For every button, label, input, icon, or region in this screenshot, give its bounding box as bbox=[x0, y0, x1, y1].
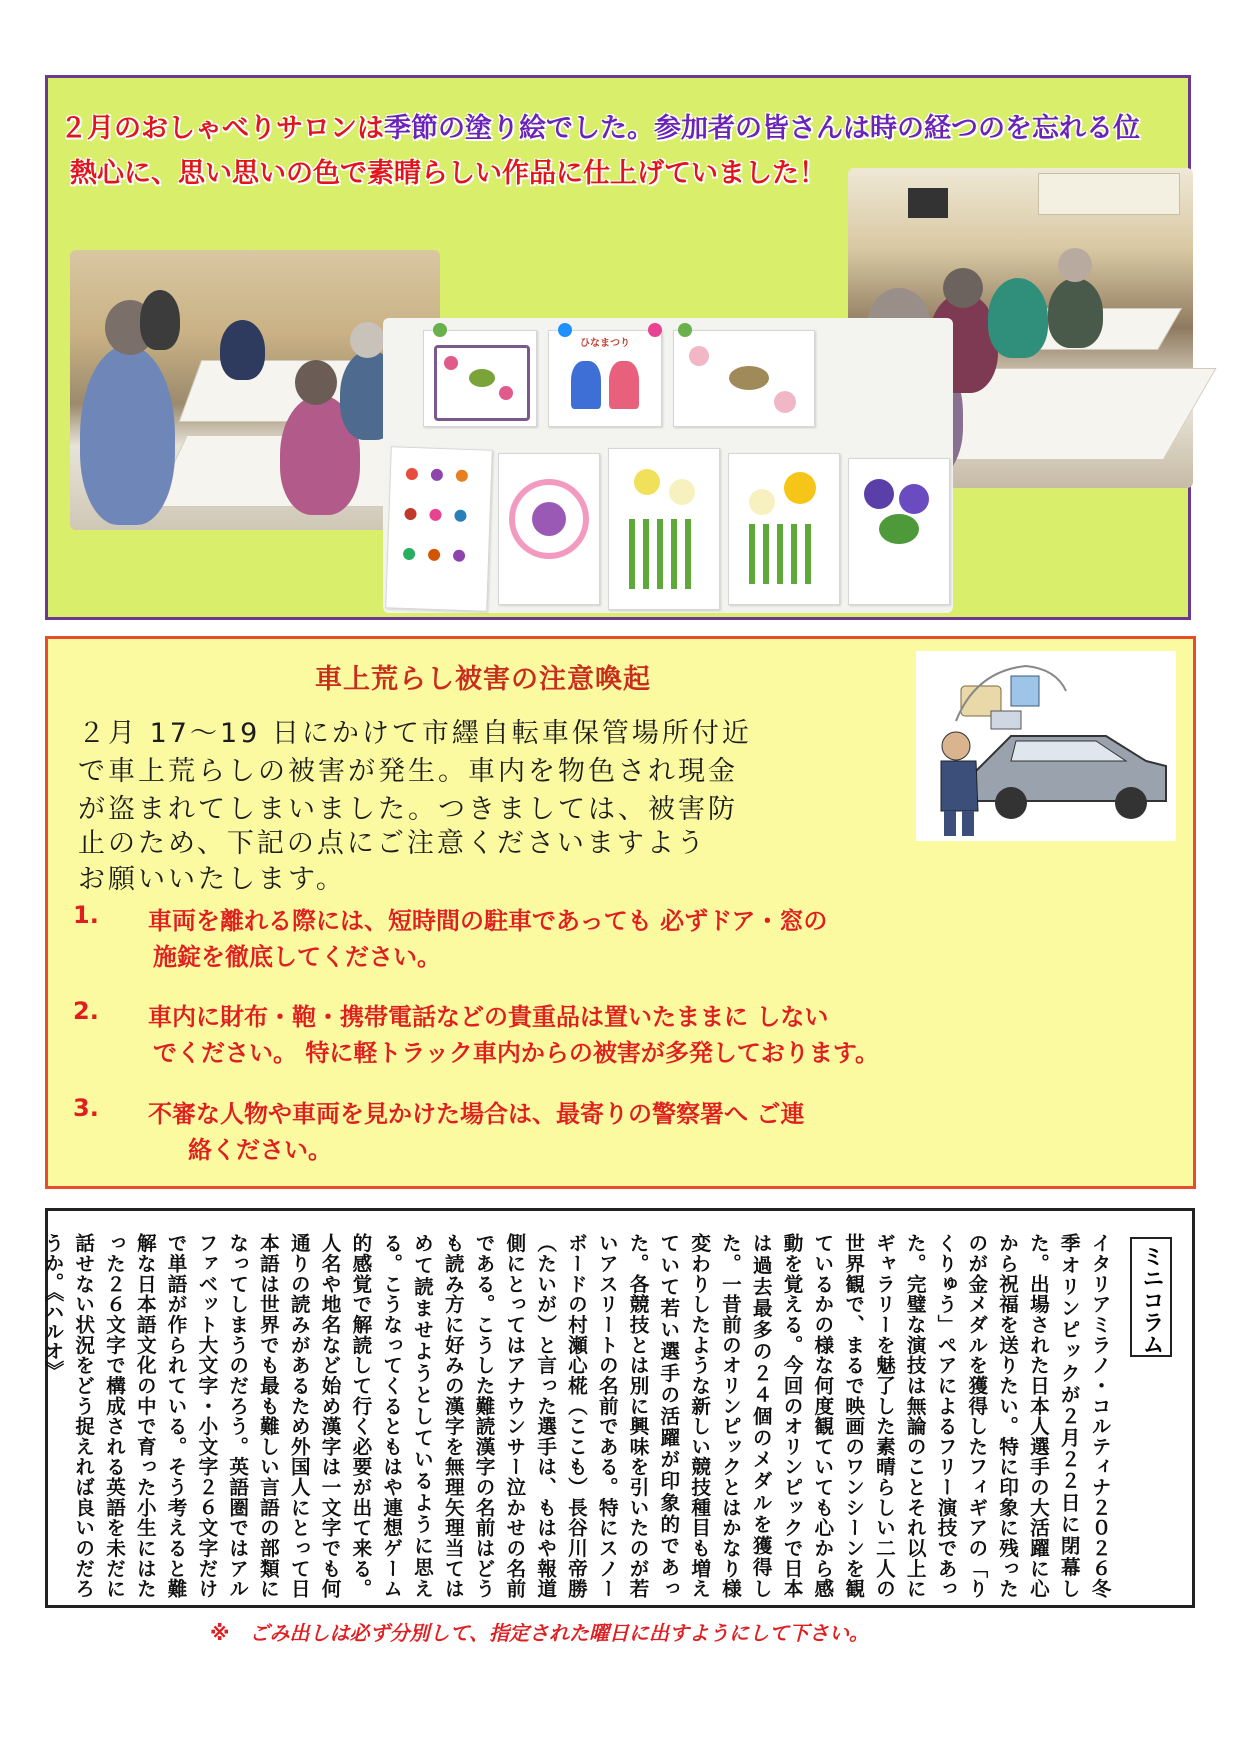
participant-head bbox=[350, 322, 385, 358]
card-caption: ひなまつり bbox=[580, 338, 630, 349]
coloring-card-hina-dolls bbox=[548, 330, 662, 427]
daffodil-flower bbox=[669, 479, 695, 505]
thief-leg bbox=[944, 811, 956, 836]
hina-doll bbox=[609, 361, 639, 409]
daffodil-flower bbox=[749, 489, 775, 515]
coloring-card-bird-blossom bbox=[673, 330, 815, 427]
notice-body-line: で車上荒らしの被害が発生。車内を物色され現金 bbox=[78, 756, 738, 787]
participant-head bbox=[943, 268, 983, 308]
monitor bbox=[908, 188, 948, 218]
thief-head bbox=[942, 732, 970, 760]
violet-flower bbox=[899, 484, 929, 514]
notice-body-line: ２月 17～19 日にかけて市纆自転車保管場所付近 bbox=[78, 718, 752, 749]
device-icon bbox=[1011, 676, 1039, 706]
hina-doll bbox=[571, 361, 601, 409]
item-text-line1: 不審な人物や車両を見かけた場合は、最寄りの警察署へ ご連 bbox=[148, 1100, 805, 1128]
participant-head bbox=[295, 360, 337, 405]
item-text-line2: 絡ください。 bbox=[188, 1136, 332, 1164]
thief-leg bbox=[962, 811, 974, 836]
daffodil-flower bbox=[784, 472, 816, 504]
salon-headline-part-c: 参加者の皆さんは時の経つのを忘れる位 bbox=[654, 113, 1140, 144]
violet-flower bbox=[864, 479, 894, 509]
item-text-line2: 施錠を徹底してください。 bbox=[153, 943, 441, 971]
daffodil-leaves bbox=[749, 524, 819, 584]
notice-body-line: が盗まれてしまいました。つきましては、被害防 bbox=[78, 794, 738, 825]
item-number: 3. bbox=[73, 1094, 99, 1122]
doll-dot bbox=[431, 469, 443, 481]
participant bbox=[80, 345, 175, 525]
doll-dot bbox=[403, 548, 415, 560]
doll bbox=[532, 502, 566, 536]
column-label: ミニコラム bbox=[1130, 1237, 1172, 1357]
item-number: 2. bbox=[73, 997, 99, 1025]
garbage-notice-footer: ※ ごみ出しは必ず分別して、指定された曜日に出すようにして下さい。 bbox=[210, 1621, 870, 1645]
blossom bbox=[774, 391, 796, 413]
pin bbox=[648, 323, 662, 337]
notice-body-line: お願いいたします。 bbox=[78, 864, 346, 895]
notice-body-line: 止のため、下記の点にご注意くださいますよう bbox=[78, 828, 707, 859]
item-text-line2: でください。 特に軽トラック車内からの被害が多発しております。 bbox=[153, 1039, 879, 1067]
wall-poster bbox=[1038, 173, 1180, 215]
participant bbox=[1048, 278, 1103, 348]
daffodil-leaves bbox=[629, 519, 699, 589]
salon-headline-part-b: 季節の塗り絵でした。 bbox=[384, 113, 654, 144]
doll-dot bbox=[453, 550, 465, 562]
bird bbox=[469, 369, 495, 387]
doll-dot bbox=[456, 470, 468, 482]
item-text-line1: 車両を離れる際には、短時間の駐車であっても 必ずドア・窓の bbox=[148, 907, 828, 935]
car-wheel bbox=[1115, 787, 1147, 819]
doll-dot bbox=[406, 468, 418, 480]
violet-leaves bbox=[879, 514, 919, 544]
doll-dot bbox=[454, 510, 466, 522]
column-body-text: イタリアミラノ・コルティナ２０２６冬季オリンピックが２月２２日に閉幕した。出場された日本人選手の大活躍に心から祝福を送りたい。特に印象に残ったのが金メダルを獲得したフィギアの「りくりゅう」ペアによるフリー演技であった。完璧な演技は無論のことそれ以上にギャラリーを魅了した素晴らしい二人の世界観で、まるで映画のワンシーンを観ているかの様な何度観ていても心から感動を覚える。今回のオリンピックで日本は過去最多の２４個のメダルを獲得した。一昔前のオリンピックとはかなり様変わりしたような新しい競技種目も増えていて若い選手の活躍が印象的であった。各競技とは別に興味を引いたのが若いアスリートの名前である。特にスノーボードの村瀬心椛（ここも）長谷川帝勝（たいが）と言った選手は、もはや報道側にとってはアナウンサー泣かせの名前である。こうした難読漢字の名前はどうも読み方に好みの漢字を無理矢理当てはめて読ませようとしているように思える。こうなってくるともはや連想ゲーム的感覚で解読して行く必要が出て来る。人名や地名など始め漢字は一文字でも何通りの読みがあるため外国人にとって日本語は世界でも最も難しい言語の部類になってしまうのだろう。英語圏ではアルファベット大文字・小文字２６文字だけで単語が作られている。そう考えると難解な日本語文化の中で育った小生にはたった２６文字で構成される英語を未だに話せない状況をどう捉えれば良いのだろうか。《ハルオ》 bbox=[40, 1233, 1111, 1598]
coloring-cards-photo bbox=[383, 318, 953, 613]
doll-dot bbox=[404, 508, 416, 520]
item-number: 1. bbox=[73, 901, 99, 929]
salon-headline-line2: 熱心に、思い思いの色で素晴らしい作品に仕上げていました！ bbox=[70, 158, 826, 189]
notice-section bbox=[45, 636, 1196, 1189]
pin bbox=[678, 323, 692, 337]
participant bbox=[140, 290, 180, 350]
coloring-card-hina-wreath bbox=[498, 453, 600, 605]
item-text-line1: 車内に財布・鞄・携帯電話などの貴重品は置いたままに しない bbox=[148, 1003, 829, 1031]
coloring-card-violet bbox=[848, 458, 950, 605]
salon-headline-part-a: ２月のおしゃべりサロンは bbox=[60, 113, 384, 144]
daffodil-flower bbox=[634, 469, 660, 495]
salon-section bbox=[45, 75, 1191, 620]
coloring-card-daffodil bbox=[608, 448, 720, 610]
car-theft-illustration bbox=[916, 651, 1176, 841]
coloring-card-daffodil-2 bbox=[728, 453, 840, 605]
coloring-card-hina-small bbox=[385, 446, 493, 611]
doll-dot bbox=[429, 509, 441, 521]
notice-title: 車上荒らし被害の注意喚起 bbox=[315, 664, 651, 695]
mini-column-section bbox=[40, 1208, 1195, 1608]
participant bbox=[988, 278, 1048, 358]
salon-headline-line1 bbox=[60, 106, 1140, 145]
phone-icon bbox=[991, 711, 1021, 729]
pin bbox=[433, 323, 447, 337]
participant-head bbox=[1058, 248, 1092, 282]
doll-dot bbox=[428, 549, 440, 561]
pin bbox=[558, 323, 572, 337]
car-wheel bbox=[995, 787, 1027, 819]
bird bbox=[729, 366, 769, 390]
coloring-card-bird-plum bbox=[423, 330, 537, 427]
blossom bbox=[689, 346, 709, 366]
plum-flower bbox=[499, 386, 513, 400]
thief-body bbox=[941, 761, 978, 811]
plum-flower bbox=[444, 356, 458, 370]
participant bbox=[220, 320, 265, 380]
